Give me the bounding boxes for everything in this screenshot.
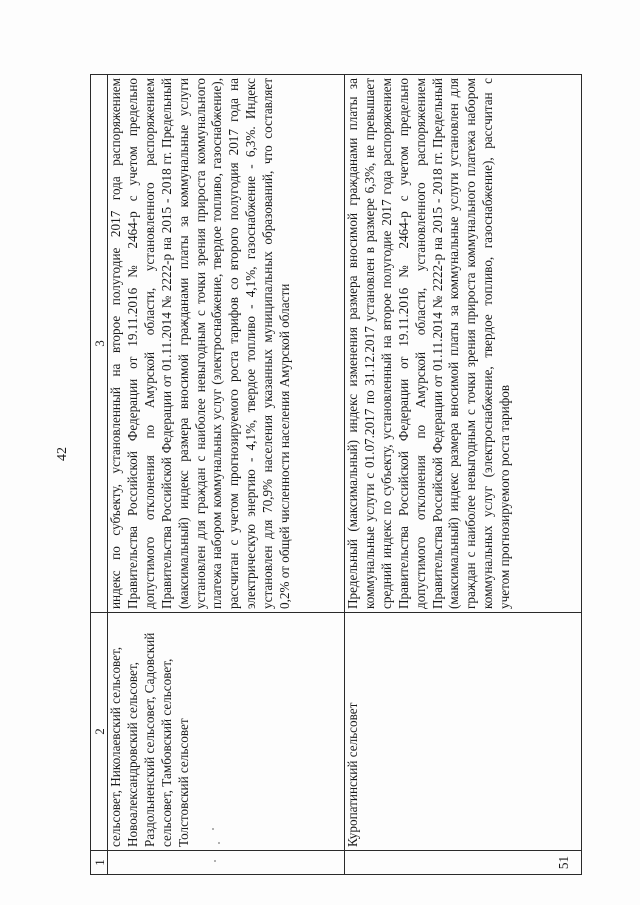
header-col-3: 3	[91, 75, 108, 613]
row-number	[108, 851, 345, 875]
table-row	[345, 75, 582, 875]
row-number: 51	[345, 851, 582, 875]
scan-speck	[214, 860, 216, 862]
rotated-table-wrapper	[90, 75, 580, 875]
page-number: 42	[55, 447, 70, 461]
description-cell: индекс по субъекту, установленный на второе полугодие 2017 года распоряжением Правительства Российской Федерации от 19.11.2016 № 2464-р с учетом предельно допустимого отклонения по Амурской области, установленного распоряжением Правительства Российской Федерации от 01.11.2014 № 2222-р на 2015 - 2018 гг. Предельный (максимальный) индекс размера вносимой гражданами платы за коммунальные услуги установлен для граждан с наиболее невыгодным с точки зрения прироста коммунального платежа набором коммунальных услуг (электроснабжение, твердое топливо, газоснабжение), рассчитан с учетом прогнозируемого роста тарифов со второго полугодия 2017 года на электрическую энергию - 4,1%, твердое топливо - 4,1%, газоснабжение - 6,3%. Индекс установлен для 70,9% населения указанных муниципальных образований, что составляет 0,2% от общей численности населения Амурской области	[108, 75, 345, 613]
header-col-2: 2	[91, 613, 108, 851]
table-header-row	[91, 75, 108, 875]
territory-cell: сельсовет, Николаевский сельсовет, Новоалександровский сельсовет, Раздольненский сельсовет, Садовский сельсовет, Тамбовский сельсовет, Толстовский сельсовет	[108, 613, 345, 851]
description-cell: Предельный (максимальный) индекс изменения размера вносимой гражданами платы за коммунальные услуги с 01.07.2017 по 31.12.2017 установлен в размере 6,3%, не превышает средний индекс по субъекту, установленный на второе полугодие 2017 года распоряжением Правительства Российской Федерации от 19.11.2016 № 2464-р с учетом предельно допустимого отклонения по Амурской области, установленного распоряжением Правительства Российской Федерации от 01.11.2014 № 2222-р на 2015 - 2018 гг. Предельный (максимальный) индекс размера вносимой платы за коммунальные услуги установлен для граждан с наиболее невыгодным с точки зрения прироста коммунального платежа набором коммунальных услуг (электроснабжение, твердое топливо, газоснабжение), рассчитан с учетом прогнозируемого роста тарифов	[345, 75, 582, 613]
territory-cell: Куропатинский сельсовет	[345, 613, 582, 851]
scan-speck	[218, 842, 220, 844]
table-row	[108, 75, 345, 875]
tariff-table	[90, 74, 582, 875]
scan-speck	[212, 828, 214, 830]
header-col-1: 1	[91, 851, 108, 875]
